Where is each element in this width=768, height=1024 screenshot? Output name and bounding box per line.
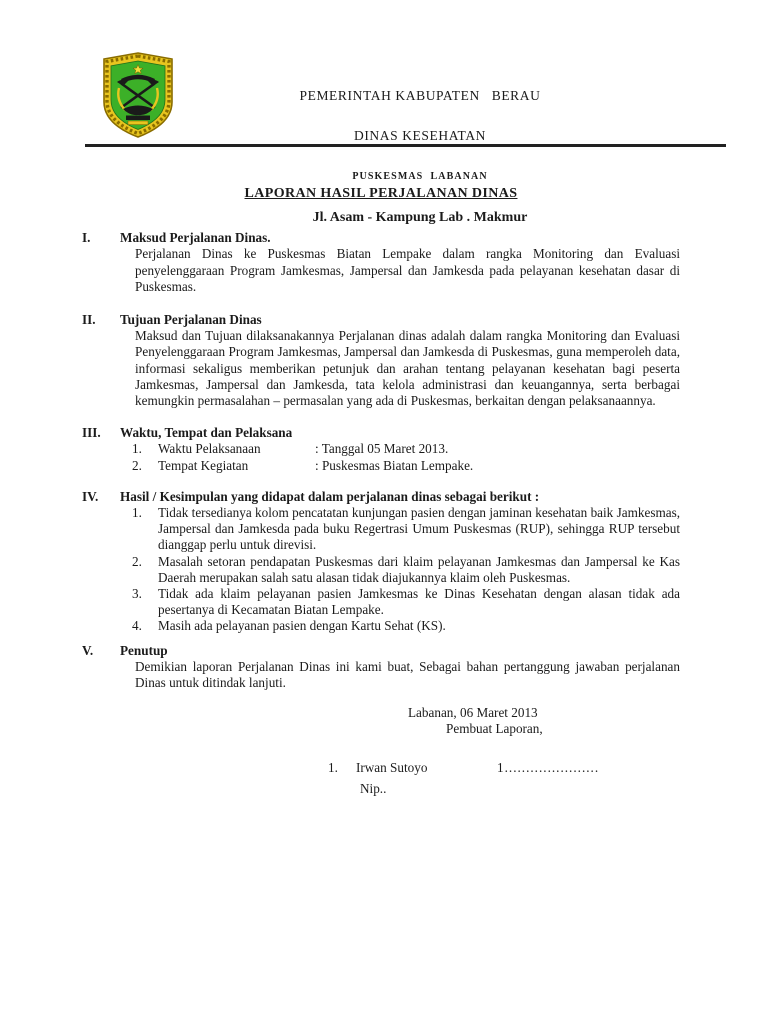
letterhead-rule	[85, 144, 726, 147]
section-numeral: I.	[82, 230, 91, 246]
item-label: Tempat Kegiatan	[158, 457, 249, 473]
signer-number: 1.	[328, 759, 338, 775]
signature-block	[82, 705, 680, 797]
signer-name: Irwan Sutoyo	[356, 759, 428, 775]
item-number: 1.	[132, 441, 142, 457]
item-number: 2.	[132, 457, 142, 473]
signature-place-date: Labanan, 06 Maret 2013	[408, 705, 538, 721]
list-item	[120, 618, 680, 634]
item-text: Tidak ada klaim pelayanan pasien Jamkesmas ke Dinas Kesehatan dengan alasan tidak ada pesertanya di Kecamatan Biatan Lempake.	[158, 586, 680, 618]
item-value: : Tanggal 05 Maret 2013.	[315, 441, 449, 457]
item-text: Masih ada pelayanan pasien dengan Kartu Sehat (KS).	[158, 618, 446, 634]
section-hasil-kesimpulan	[82, 489, 680, 635]
agency-name-line1: PEMERINTAH KABUPATEN BERAU	[299, 87, 541, 103]
item-value: : Puskesmas Biatan Lempake.	[315, 457, 474, 473]
item-number: 3.	[132, 586, 142, 602]
section-tujuan	[82, 312, 680, 409]
item-number: 2.	[132, 553, 142, 569]
list-item	[120, 586, 680, 618]
agency-name-line2: DINAS KESEHATAN	[353, 128, 487, 144]
signature-role: Pembuat Laporan,	[446, 721, 543, 737]
item-number: 1.	[132, 505, 142, 521]
section-heading: Maksud Perjalanan Dinas.	[120, 230, 271, 246]
section-maksud	[82, 230, 680, 295]
signature-row	[328, 760, 680, 776]
section-paragraph: Perjalanan Dinas ke Puskesmas Biatan Lempake dalam rangka Monitoring dan Evaluasi penyelenggaraan Program Jamkesmas, Jampersal dan Jamkesda pada pelayanan kesehatan dasar di Puskesmas.	[135, 246, 680, 294]
section-numeral: IV.	[82, 488, 99, 504]
section-heading: Penutup	[120, 642, 168, 658]
document-body	[82, 186, 680, 797]
list-item	[120, 505, 680, 554]
item-label: Waktu Pelaksanaan	[158, 441, 261, 457]
agency-name-line3: PUSKESMAS LABANAN	[352, 171, 488, 183]
document-title: LAPORAN HASIL PERJALANAN DINAS	[244, 186, 518, 201]
section-heading: Waktu, Tempat dan Pelaksana	[120, 425, 293, 441]
section-penutup	[82, 643, 680, 692]
list-item	[120, 458, 680, 474]
section-paragraph: Maksud dan Tujuan dilaksanakannya Perjalanan dinas adalah dalam rangka Monitoring dan Evaluasi Penyelenggaraan Program Jamkesmas, Jampersal dan Jamkesda di Puskesmas, guna memperoleh data, informasi sekaligus memberikan petunjuk dan arahan tentang pelayanan kesehatan bagi peserta Jamkesmas, Jampersal dan Jamkesda, tata kelola administrasi dan keuangannya, serta berbagai kemungkin permasalahan – permasalan yang ada di Puskesmas, berkaitan dengan pelaksanaannya.	[135, 328, 680, 409]
section-numeral: V.	[82, 642, 94, 658]
agency-address: Jl. Asam - Kampung Lab . Makmur	[312, 210, 528, 226]
signature-dotted-line: 1......................	[497, 759, 600, 775]
item-text: Masalah setoran pendapatan Puskesmas dari klaim pelayanan Jamkesmas dan Jampersal ke Kas Daerah merupakan salah satu alasan tidak diajukannya klaim oleh Puskesmas.	[158, 553, 680, 585]
signer-nip-label: Nip..	[360, 780, 387, 796]
section-numeral: II.	[82, 312, 96, 328]
list-item	[120, 441, 680, 457]
section-numeral: III.	[82, 425, 101, 441]
item-text: Tidak tersedianya kolom pencatatan kunjungan pasien dengan jaminan kesehatan baik Jamkesmas, Jampersal dan Jamkesda pada buku Regertrasi Umum Puskesmas (RUP), sehingga RUP tersebut dianggap perlu untuk direvisi.	[158, 505, 680, 553]
item-number: 4.	[132, 618, 142, 634]
section-heading: Tujuan Perjalanan Dinas	[120, 312, 262, 328]
list-item	[120, 554, 680, 586]
section-paragraph: Demikian laporan Perjalanan Dinas ini kami buat, Sebagai bahan pertanggung jawaban perjalanan Dinas untuk ditindak lanjuti.	[135, 658, 680, 691]
section-waktu-tempat	[82, 425, 680, 474]
section-heading: Hasil / Kesimpulan yang didapat dalam perjalanan dinas sebagai berikut :	[120, 488, 540, 504]
